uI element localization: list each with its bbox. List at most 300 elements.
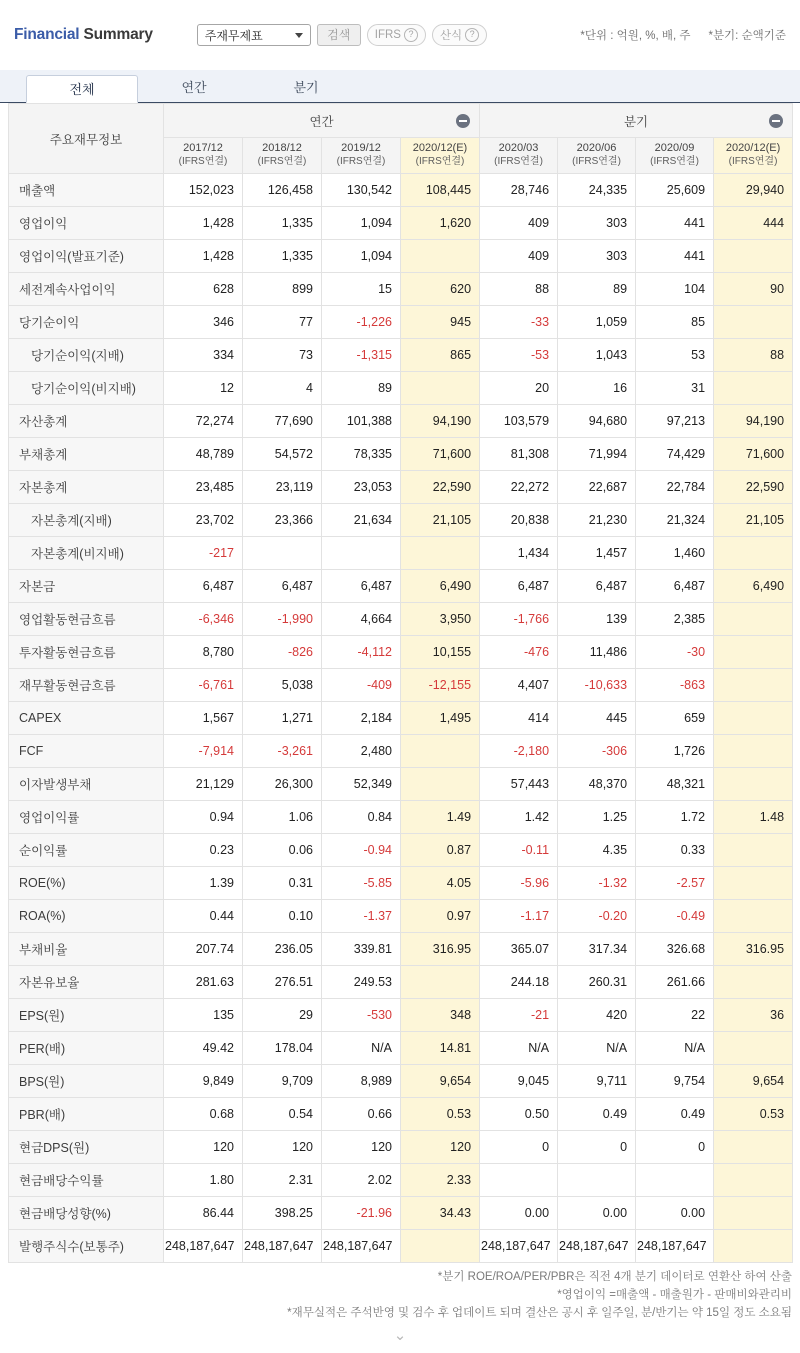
table-cell: 6,487 (480, 570, 558, 603)
row-label: 순이익률 (9, 834, 164, 867)
table-body (9, 174, 793, 1263)
column-header-2017-12 (164, 138, 243, 174)
table-cell: 1,726 (636, 735, 714, 768)
table-cell: 1.06 (243, 801, 322, 834)
table-cell: 0.49 (636, 1098, 714, 1131)
table-cell: 1,043 (558, 339, 636, 372)
table-cell: 260.31 (558, 966, 636, 999)
table-cell: 865 (401, 339, 480, 372)
table-cell (714, 636, 793, 669)
table-cell: 6,487 (322, 570, 401, 603)
table-row (9, 1032, 793, 1065)
table-cell: 0.49 (558, 1098, 636, 1131)
table-cell: 316.95 (714, 933, 793, 966)
table-cell: 4,664 (322, 603, 401, 636)
financial-table-wrap (0, 103, 800, 1263)
ifrs-help-button[interactable] (367, 24, 426, 46)
table-cell: 21,634 (322, 504, 401, 537)
table-cell: -30 (636, 636, 714, 669)
table-cell: 1,567 (164, 702, 243, 735)
table-cell (558, 1164, 636, 1197)
table-cell (243, 537, 322, 570)
column-header-2020-09 (636, 138, 714, 174)
column-header-2020-03 (480, 138, 558, 174)
table-cell: 72,274 (164, 405, 243, 438)
footnote-3: *재무실적은 주석반영 및 검수 후 업데이트 되며 결산은 공시 후 일주일, 분/반기는 약 15일 정도 소요됨 (287, 1306, 792, 1319)
table-cell: 249.53 (322, 966, 401, 999)
table-cell (714, 1032, 793, 1065)
table-cell: -1,766 (480, 603, 558, 636)
table-cell: 346 (164, 306, 243, 339)
table-cell: 108,445 (401, 174, 480, 207)
table-cell: 0.31 (243, 867, 322, 900)
row-label: ROE(%) (9, 867, 164, 900)
table-cell (714, 240, 793, 273)
formula-help-button[interactable] (432, 24, 487, 46)
table-cell: 77,690 (243, 405, 322, 438)
row-label: 당기순이익 (9, 306, 164, 339)
table-cell: 1,094 (322, 207, 401, 240)
table-cell: -530 (322, 999, 401, 1032)
table-cell: 90 (714, 273, 793, 306)
table-cell: -6,761 (164, 669, 243, 702)
table-cell: 316.95 (401, 933, 480, 966)
table-cell (401, 768, 480, 801)
row-label: EPS(원) (9, 999, 164, 1032)
table-row (9, 405, 793, 438)
table-row (9, 570, 793, 603)
question-mark-icon: ? (465, 28, 479, 42)
brand-word-financial: Financial (14, 26, 80, 43)
table-cell (401, 240, 480, 273)
table-cell: 2.02 (322, 1164, 401, 1197)
table-row (9, 735, 793, 768)
table-cell: 0 (480, 1131, 558, 1164)
minus-circle-icon-annual[interactable] (456, 114, 470, 128)
table-cell: 120 (164, 1131, 243, 1164)
table-cell: 120 (322, 1131, 401, 1164)
table-cell: 139 (558, 603, 636, 636)
table-row (9, 1230, 793, 1263)
table-row (9, 207, 793, 240)
table-cell: 12 (164, 372, 243, 405)
table-cell: 620 (401, 273, 480, 306)
table-cell: 22,784 (636, 471, 714, 504)
row-label: 자본총계 (9, 471, 164, 504)
table-row (9, 438, 793, 471)
table-row (9, 834, 793, 867)
table-cell: 9,654 (401, 1065, 480, 1098)
statement-type-select-value: 주재무제표 (204, 28, 263, 43)
table-cell: 899 (243, 273, 322, 306)
table-cell: 21,129 (164, 768, 243, 801)
row-label: BPS(원) (9, 1065, 164, 1098)
table-cell: 48,789 (164, 438, 243, 471)
row-label: 영업이익률 (9, 801, 164, 834)
table-cell: -10,633 (558, 669, 636, 702)
row-label: 재무활동현금흐름 (9, 669, 164, 702)
column-basis: (IFRS연결) (572, 156, 621, 168)
table-row (9, 174, 793, 207)
row-label: 투자활동현금흐름 (9, 636, 164, 669)
row-label: 자본총계(지배) (9, 504, 164, 537)
table-cell: 6,487 (636, 570, 714, 603)
table-cell: 4.35 (558, 834, 636, 867)
table-corner-label: 주요재무정보 (9, 104, 164, 174)
table-cell: 9,709 (243, 1065, 322, 1098)
table-cell: 103,579 (480, 405, 558, 438)
table-cell: 24,335 (558, 174, 636, 207)
table-cell: 0.87 (401, 834, 480, 867)
table-cell: 1,620 (401, 207, 480, 240)
table-cell: 0 (558, 1131, 636, 1164)
table-cell: 0.10 (243, 900, 322, 933)
table-cell: 31 (636, 372, 714, 405)
table-cell: -476 (480, 636, 558, 669)
table-cell: 0.66 (322, 1098, 401, 1131)
group-header-quarterly (480, 104, 793, 138)
expand-more-icon[interactable]: ⌄ (393, 1327, 407, 1345)
table-cell: 25,609 (636, 174, 714, 207)
table-cell: 414 (480, 702, 558, 735)
table-row (9, 900, 793, 933)
table-cell: 21,105 (714, 504, 793, 537)
table-cell: 248,187,647 (480, 1230, 558, 1263)
table-cell: 409 (480, 240, 558, 273)
row-label: 현금배당성향(%) (9, 1197, 164, 1230)
table-cell: -409 (322, 669, 401, 702)
row-label: 현금DPS(원) (9, 1131, 164, 1164)
row-label: 영업활동현금흐름 (9, 603, 164, 636)
table-cell: 441 (636, 207, 714, 240)
table-cell: 36 (714, 999, 793, 1032)
table-cell: -1,990 (243, 603, 322, 636)
column-period: 2017/12 (183, 142, 223, 155)
table-cell: 71,600 (714, 438, 793, 471)
statement-type-select[interactable] (197, 24, 311, 46)
table-cell: 1,271 (243, 702, 322, 735)
top-toolbar (0, 0, 800, 70)
tab-all[interactable]: 전체 (26, 75, 138, 103)
table-row (9, 504, 793, 537)
table-cell (714, 1131, 793, 1164)
ifrs-label: IFRS (374, 29, 401, 41)
table-cell: -0.11 (480, 834, 558, 867)
table-cell: 22,272 (480, 471, 558, 504)
table-cell: 88 (480, 273, 558, 306)
table-row (9, 933, 793, 966)
table-cell: 16 (558, 372, 636, 405)
column-period: 2020/12(E) (725, 142, 781, 155)
toolbar-controls (197, 24, 487, 46)
table-cell: 420 (558, 999, 636, 1032)
table-cell: 348 (401, 999, 480, 1032)
table-cell: -1.17 (480, 900, 558, 933)
table-row (9, 372, 793, 405)
table-cell: 0.00 (636, 1197, 714, 1230)
row-label: 부채비율 (9, 933, 164, 966)
table-cell: 444 (714, 207, 793, 240)
table-cell: 9,045 (480, 1065, 558, 1098)
table-cell: 244.18 (480, 966, 558, 999)
chevron-down-icon (295, 33, 303, 38)
table-cell: N/A (558, 1032, 636, 1065)
table-cell: 23,485 (164, 471, 243, 504)
table-cell: 1.72 (636, 801, 714, 834)
minus-circle-icon-quarterly[interactable] (769, 114, 783, 128)
tab-quarterly[interactable]: 분기 (293, 80, 319, 95)
table-cell: 4 (243, 372, 322, 405)
table-cell: 0.23 (164, 834, 243, 867)
table-cell (714, 768, 793, 801)
table-cell: 53 (636, 339, 714, 372)
table-row (9, 702, 793, 735)
group-header-annual (164, 104, 480, 138)
table-cell: 73 (243, 339, 322, 372)
column-basis: (IFRS연결) (494, 156, 543, 168)
table-cell: -12,155 (401, 669, 480, 702)
table-cell: 28,746 (480, 174, 558, 207)
table-cell: 71,600 (401, 438, 480, 471)
column-basis: (IFRS연결) (650, 156, 699, 168)
table-cell: 628 (164, 273, 243, 306)
table-cell (714, 603, 793, 636)
table-cell: 2,184 (322, 702, 401, 735)
table-cell: 6,490 (714, 570, 793, 603)
column-header-2020-12-E- (714, 138, 793, 174)
table-cell: 445 (558, 702, 636, 735)
table-cell: 236.05 (243, 933, 322, 966)
table-cell: 97,213 (636, 405, 714, 438)
row-label: CAPEX (9, 702, 164, 735)
table-cell: 0.68 (164, 1098, 243, 1131)
table-cell: 659 (636, 702, 714, 735)
table-cell (714, 1197, 793, 1230)
table-row (9, 669, 793, 702)
table-cell: 281.63 (164, 966, 243, 999)
table-cell: 398.25 (243, 1197, 322, 1230)
table-cell: 152,023 (164, 174, 243, 207)
table-row (9, 1131, 793, 1164)
column-period: 2020/06 (576, 142, 617, 155)
table-row (9, 603, 793, 636)
table-cell: -306 (558, 735, 636, 768)
table-cell: -1.37 (322, 900, 401, 933)
table-cell: 0.00 (558, 1197, 636, 1230)
table-cell: 21,105 (401, 504, 480, 537)
table-cell: 409 (480, 207, 558, 240)
table-cell: 4.05 (401, 867, 480, 900)
table-cell: 1,457 (558, 537, 636, 570)
table-cell: 89 (558, 273, 636, 306)
table-cell: 85 (636, 306, 714, 339)
table-row (9, 768, 793, 801)
table-cell: 26,300 (243, 768, 322, 801)
table-cell: 29 (243, 999, 322, 1032)
table-row (9, 471, 793, 504)
table-cell: 0.94 (164, 801, 243, 834)
table-cell: 52,349 (322, 768, 401, 801)
table-cell: -3,261 (243, 735, 322, 768)
table-cell: 248,187,647 (322, 1230, 401, 1263)
table-cell: 178.04 (243, 1032, 322, 1065)
table-cell: 101,388 (322, 405, 401, 438)
table-cell: 23,119 (243, 471, 322, 504)
table-cell: 207.74 (164, 933, 243, 966)
search-button[interactable]: 검색 (317, 24, 361, 46)
table-cell: 339.81 (322, 933, 401, 966)
table-cell: 49.42 (164, 1032, 243, 1065)
table-cell: 5,038 (243, 669, 322, 702)
table-cell: 1,335 (243, 207, 322, 240)
row-label: 영업이익 (9, 207, 164, 240)
table-cell: 23,366 (243, 504, 322, 537)
table-cell: 48,321 (636, 768, 714, 801)
table-cell: 20 (480, 372, 558, 405)
table-row (9, 537, 793, 570)
table-cell: 248,187,647 (636, 1230, 714, 1263)
table-row (9, 1065, 793, 1098)
row-label: 자본유보율 (9, 966, 164, 999)
question-mark-icon: ? (404, 28, 418, 42)
table-cell (714, 867, 793, 900)
table-cell: 0.97 (401, 900, 480, 933)
row-label: 당기순이익(지배) (9, 339, 164, 372)
table-cell: 54,572 (243, 438, 322, 471)
table-cell: 23,702 (164, 504, 243, 537)
table-cell: 94,190 (401, 405, 480, 438)
table-cell: 303 (558, 207, 636, 240)
group-header-quarterly-label: 분기 (623, 114, 649, 129)
table-cell: 1,434 (480, 537, 558, 570)
table-row (9, 636, 793, 669)
table-row (9, 306, 793, 339)
column-basis: (IFRS연결) (415, 156, 465, 168)
table-cell: 88 (714, 339, 793, 372)
table-cell: 1.42 (480, 801, 558, 834)
group-header-annual-label: 연간 (309, 114, 334, 129)
table-cell: 22 (636, 999, 714, 1032)
table-cell (636, 1164, 714, 1197)
table-cell (714, 306, 793, 339)
table-cell: 77 (243, 306, 322, 339)
table-cell: -1,315 (322, 339, 401, 372)
table-row (9, 1197, 793, 1230)
table-cell: 11,486 (558, 636, 636, 669)
row-label: 매출액 (9, 174, 164, 207)
table-cell: 9,711 (558, 1065, 636, 1098)
table-cell: 6,487 (558, 570, 636, 603)
page-title (14, 26, 153, 44)
table-cell (714, 372, 793, 405)
table-cell: 130,542 (322, 174, 401, 207)
table-cell: 20,838 (480, 504, 558, 537)
column-header-2018-12 (243, 138, 322, 174)
table-cell: 29,940 (714, 174, 793, 207)
row-label: 세전계속사업이익 (9, 273, 164, 306)
table-cell: 1,059 (558, 306, 636, 339)
table-cell: 94,190 (714, 405, 793, 438)
table-cell: -0.94 (322, 834, 401, 867)
table-cell: 14.81 (401, 1032, 480, 1065)
table-cell: -4,112 (322, 636, 401, 669)
table-cell: 22,590 (714, 471, 793, 504)
table-cell: 261.66 (636, 966, 714, 999)
table-cell: -2.57 (636, 867, 714, 900)
table-cell: 71,994 (558, 438, 636, 471)
row-label: 영업이익(발표기준) (9, 240, 164, 273)
table-cell: -2,180 (480, 735, 558, 768)
table-cell: -53 (480, 339, 558, 372)
table-cell: -5.96 (480, 867, 558, 900)
table-cell: -0.20 (558, 900, 636, 933)
row-label: 이자발생부채 (9, 768, 164, 801)
table-cell (714, 669, 793, 702)
column-header-2020-06 (558, 138, 636, 174)
table-cell: -863 (636, 669, 714, 702)
column-header-2020-12-E- (401, 138, 480, 174)
table-cell: 0 (636, 1131, 714, 1164)
table-cell: 135 (164, 999, 243, 1032)
table-cell: 86.44 (164, 1197, 243, 1230)
table-cell: 48,370 (558, 768, 636, 801)
table-cell: 0.54 (243, 1098, 322, 1131)
table-cell: 1,460 (636, 537, 714, 570)
table-cell: 303 (558, 240, 636, 273)
table-cell: 6,487 (243, 570, 322, 603)
row-label: 자본총계(비지배) (9, 537, 164, 570)
row-label: 자산총계 (9, 405, 164, 438)
table-cell: 120 (243, 1131, 322, 1164)
table-cell: 2,385 (636, 603, 714, 636)
table-cell: 2.33 (401, 1164, 480, 1197)
table-cell: 334 (164, 339, 243, 372)
table-cell: 22,590 (401, 471, 480, 504)
table-cell: 9,654 (714, 1065, 793, 1098)
table-cell (480, 1164, 558, 1197)
table-row (9, 801, 793, 834)
footnote-1: *분기 ROE/ROA/PER/PBR은 직전 4개 분기 데이터로 연환산 하여 산출 (437, 1271, 792, 1283)
row-label: 당기순이익(비지배) (9, 372, 164, 405)
table-cell (401, 1230, 480, 1263)
footnotes (0, 1263, 800, 1322)
table-cell: 365.07 (480, 933, 558, 966)
table-cell: 441 (636, 240, 714, 273)
table-cell: 1.39 (164, 867, 243, 900)
table-cell: 2.31 (243, 1164, 322, 1197)
table-cell: 0.06 (243, 834, 322, 867)
table-cell (401, 537, 480, 570)
table-cell: 9,754 (636, 1065, 714, 1098)
table-cell (714, 966, 793, 999)
table-cell: 2,480 (322, 735, 401, 768)
table-cell: 248,187,647 (243, 1230, 322, 1263)
row-label: 부채총계 (9, 438, 164, 471)
tab-annual[interactable]: 연간 (181, 80, 207, 95)
table-cell: 10,155 (401, 636, 480, 669)
table-row (9, 1164, 793, 1197)
table-cell (322, 537, 401, 570)
table-cell: 0.84 (322, 801, 401, 834)
table-cell: 89 (322, 372, 401, 405)
table-cell: 78,335 (322, 438, 401, 471)
table-cell: 57,443 (480, 768, 558, 801)
table-cell: 1,495 (401, 702, 480, 735)
table-cell: 21,324 (636, 504, 714, 537)
table-row (9, 867, 793, 900)
brand-word-summary: Summary (83, 26, 153, 43)
column-period: 2020/03 (498, 142, 539, 155)
